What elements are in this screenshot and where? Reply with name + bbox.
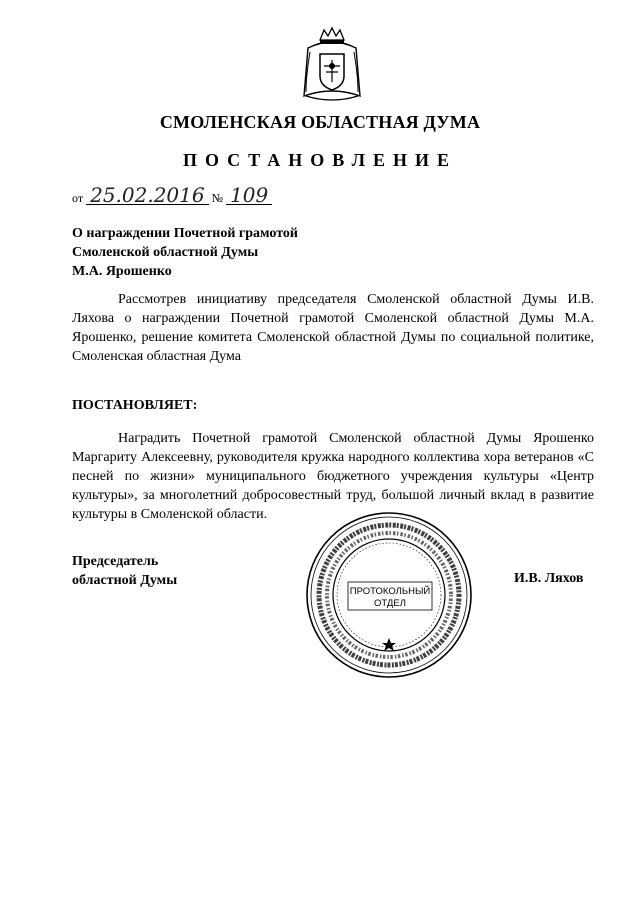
document-subject — [72, 224, 298, 281]
document-number: 109 — [226, 186, 272, 205]
preamble-paragraph: Рассмотрев инициативу председателя Смоленской областной Думы И.В. Ляхова о награждении Почетной грамотой Смоленской областной Думы М.А. Ярошенко, решение комитета Смоленской областной Думы по социальной политике, Смоленская областная Дума — [72, 292, 594, 364]
subject-line: М.А. Ярошенко — [72, 264, 172, 279]
signatory-title — [72, 552, 177, 590]
number-prefix: № — [211, 191, 224, 205]
signatory-title-line: Председатель — [72, 554, 159, 569]
decree-word: ПОСТАНОВЛЯЕТ: — [72, 398, 198, 413]
seal-icon — [304, 510, 474, 680]
signatory-name: И.В. Ляхов — [514, 571, 584, 586]
seal-center-line1: ПРОТОКОЛЬНЫЙ — [349, 586, 431, 597]
date-number-line — [72, 183, 272, 207]
document-date: 25.02.2016 — [86, 186, 209, 205]
subject-line: О награждении Почетной грамотой — [72, 226, 298, 241]
seal-center-line2: ОТДЕЛ — [374, 598, 406, 609]
signatory-title-line: областной Думы — [72, 573, 178, 588]
coat-of-arms-icon — [296, 26, 368, 106]
organization-title: СМОЛЕНСКАЯ ОБЛАСТНАЯ ДУМА — [159, 112, 481, 132]
subject-line: Смоленской областной Думы — [72, 245, 259, 260]
date-prefix: от — [72, 191, 84, 205]
decision-paragraph: Наградить Почетной грамотой Смоленской областной Думы Ярошенко Маргариту Алексеевну, руководителя кружка народного коллектива хора ветеранов «С песней по жизни» муниципального бюджетного учреждения культуры «Центр культуры», за многолетний добросовестный труд, большой личный вклад в развитие культуры в Смоленской области. — [72, 431, 594, 522]
document-type-title: ПОСТАНОВЛЕНИЕ — [182, 150, 458, 170]
